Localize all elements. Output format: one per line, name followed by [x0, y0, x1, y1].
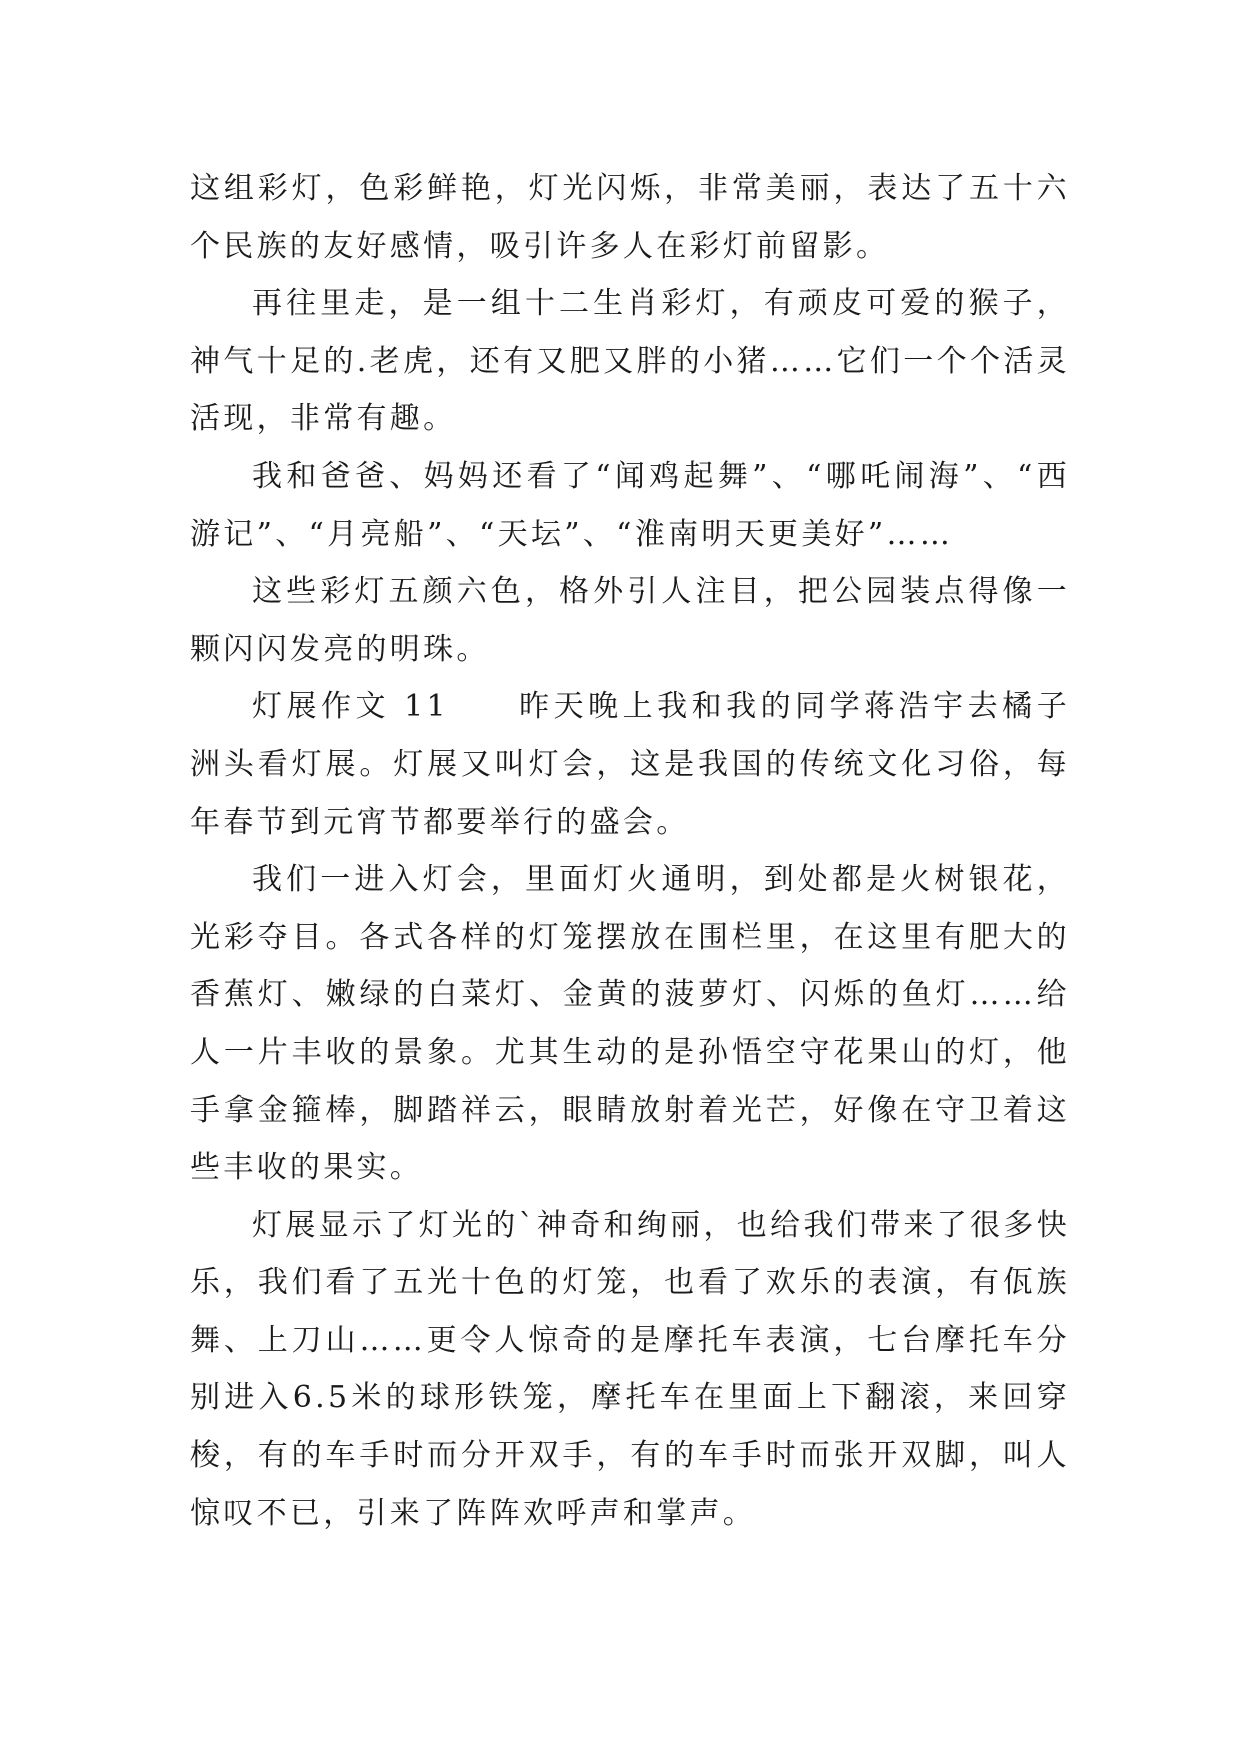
paragraph-7: 灯展显示了灯光的`神奇和绚丽，也给我们带来了很多快乐，我们看了五光十色的灯笼，也看了欢乐的表演，有佤族舞、上刀山……更令人惊奇的是摩托车表演，七台摩托车分别进入6.5米的球形铁笼，摩托车在里面上下翻滚，来回穿梭，有的车手时而分开双手，有的车手时而张开双脚，叫人惊叹不已，引来了阵阵欢呼声和掌声。	[190, 1207, 1070, 1531]
document-page	[190, 160, 1070, 1542]
paragraph-2: 再往里走，是一组十二生肖彩灯，有顽皮可爱的猴子，神气十足的.老虎，还有又肥又胖的小猪……它们一个个活灵活现，非常有趣。	[190, 286, 1070, 437]
paragraph-3: 我和爸爸、妈妈还看了“闻鸡起舞”、“哪吒闹海”、“西游记”、“月亮船”、“天坛”、“淮南明天更美好”……	[190, 458, 1070, 552]
paragraph-1: 这组彩灯，色彩鲜艳，灯光闪烁，非常美丽，表达了五十六个民族的友好感情，吸引许多人在彩灯前留影。	[190, 171, 1070, 264]
paragraph-4: 这些彩灯五颜六色，格外引人注目，把公园装点得像一颗闪闪发亮的明珠。	[190, 574, 1070, 667]
paragraph-5: 灯展作文 11 昨天晚上我和我的同学蒋浩宇去橘子洲头看灯展。灯展又叫灯会，这是我国的传统文化习俗，每年春节到元宵节都要举行的盛会。	[190, 689, 1070, 840]
paragraph-6: 我们一进入灯会，里面灯火通明，到处都是火树银花，光彩夺目。各式各样的灯笼摆放在围栏里，在这里有肥大的香蕉灯、嫩绿的白菜灯、金黄的菠萝灯、闪烁的鱼灯……给人一片丰收的景象。尤其生动的是孙悟空守花果山的灯，他手拿金箍棒，脚踏祥云，眼睛放射着光芒，好像在守卫着这些丰收的果实。	[190, 862, 1070, 1186]
